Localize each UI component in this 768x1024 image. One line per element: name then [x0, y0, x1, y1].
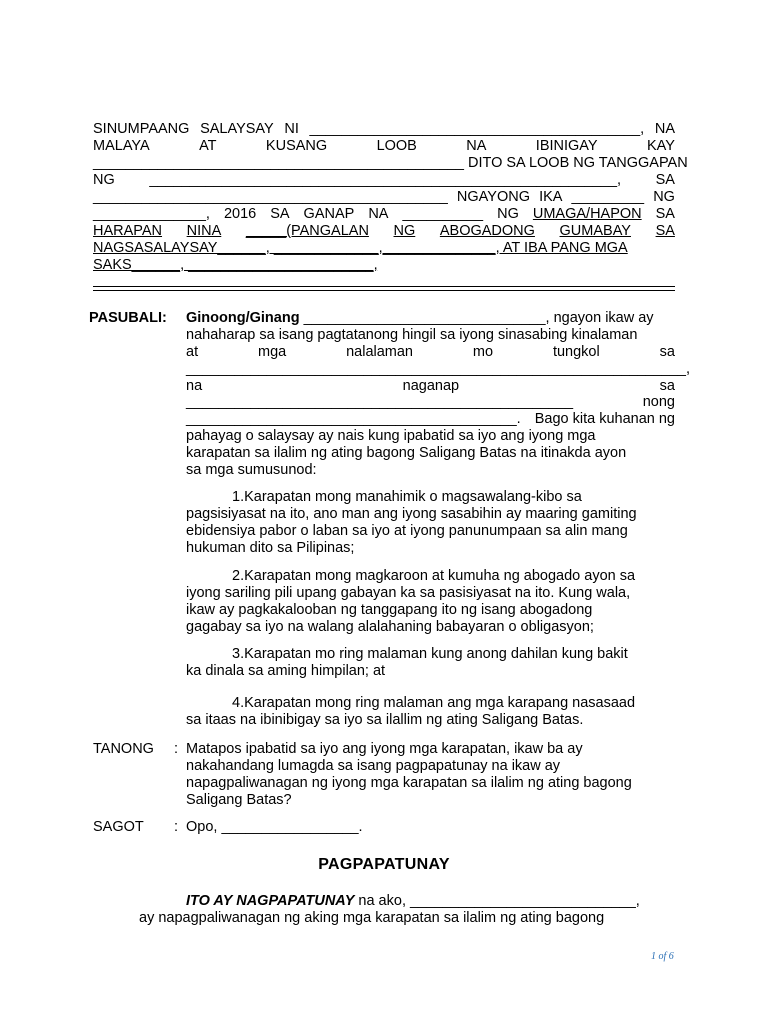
- right-2-line-4: gagabay sa iyo na walang alalahaning babayaran o obligasyon;: [186, 619, 594, 635]
- pasubali-word: mo: [472, 344, 494, 360]
- header-line-1: [93, 121, 675, 138]
- pasubali-blank: ________________________________________________: [186, 394, 574, 410]
- sagot-label: SAGOT: [93, 819, 144, 835]
- pagpapatunay-line-2: ay napagpaliwanagan ng aking mga karapatan sa ilalim ng ating bagong: [139, 910, 605, 926]
- page-number: [651, 951, 674, 962]
- header-line-2: [93, 138, 675, 155]
- section-title: PAGPAPATUNAY: [318, 856, 450, 873]
- pasubali-line-6: [186, 394, 675, 411]
- right-1-line-1: 1.Karapatan mong manahimik o magsawalang-kibo sa: [232, 489, 582, 505]
- header-blank: __________: [402, 206, 484, 222]
- pasubali-word: nalalaman: [346, 344, 414, 360]
- pasubali-word: na: [186, 378, 203, 394]
- tanong-label: TANONG: [93, 741, 154, 757]
- header-line-4: [93, 172, 675, 189]
- right-1-line-3: ebidensiya pabor o laban sa iyo at iyong panunumpaan sa alin mang: [186, 523, 628, 539]
- header-word: AT: [199, 138, 217, 154]
- tanong-line-4: Saligang Batas?: [186, 792, 292, 808]
- header-blank: ____________________________________________: [93, 189, 448, 205]
- header-word: NG: [497, 206, 519, 222]
- pasubali-line-2: nahaharap sa isang pagtatanong hingil sa iyong sinasabing kinalaman: [186, 327, 638, 343]
- right-3-line-2: ka dinala sa aming himpilan; at: [186, 663, 386, 679]
- pasubali-blank: _________________________________________.: [186, 411, 521, 427]
- header-word: IKA: [539, 189, 563, 205]
- pasubali-word: sa: [659, 378, 675, 394]
- header-word: SA: [270, 206, 290, 222]
- right-2-line-3: ikaw ay pagkakalooban ng tanggapang ito ng isang abogadong: [186, 602, 593, 618]
- header-word: SA: [655, 206, 675, 222]
- pasubali-line-10: sa mga sumusunod:: [186, 462, 317, 478]
- header-word: SA: [655, 223, 675, 239]
- pagpapatunay-text: na ako, ____________________________,: [354, 893, 640, 909]
- sagot-answer: Opo, _________________.: [186, 819, 363, 835]
- header-line-9: SAKS______, _______________________,: [93, 257, 378, 273]
- pasubali-line-5: [186, 378, 675, 395]
- header-word: NINA: [186, 223, 222, 239]
- right-4-line-2: sa itaas na ibinibigay sa iyo sa ilallim ng ating Saligang Batas.: [186, 712, 584, 728]
- page-current: 1: [651, 951, 656, 962]
- header-word: NI: [284, 121, 299, 137]
- pasubali-line-1: [186, 310, 654, 327]
- header-line-3: ______________________________________________ DITO SA LOOB NG TANGGAPAN: [93, 155, 688, 171]
- double-rule-top: [93, 286, 675, 287]
- header-line-6: [93, 206, 675, 223]
- header-line-8: NAGSASALAYSAY______, _____________,______________, AT IBA PANG MGA: [93, 240, 628, 256]
- header-word: SA: [655, 172, 675, 188]
- header-word: NG: [393, 223, 416, 239]
- pasubali-line-7: [186, 411, 675, 428]
- tanong-line-2: nakahandang lumagda sa isang pagpapatunay na ikaw ay: [186, 758, 561, 774]
- header-blank: _________: [571, 189, 645, 205]
- header-word: MALAYA: [93, 138, 150, 154]
- header-word: NA: [654, 121, 675, 137]
- header-word: NG: [93, 172, 115, 188]
- header-blank: ______________,: [93, 206, 210, 222]
- pasubali-line-9: karapatan sa ilalim ng ating bagong Saligang Batas na itinakda ayon: [186, 445, 627, 461]
- tanong-line-1: Matapos ipabatid sa iyo ang iyong mga karapatan, ikaw ba ay: [186, 741, 583, 757]
- pasubali-word: nong: [642, 394, 675, 410]
- tanong-colon: :: [174, 741, 179, 757]
- right-4-line-1: 4.Karapatan mong ring malaman ang mga karapang nasasaad: [232, 695, 636, 711]
- name-label: Ginoong/Ginang: [186, 310, 300, 326]
- pasubali-line-8: pahayag o salaysay ay nais kung ipabatid sa iyo ang iyong mga: [186, 428, 596, 444]
- pasubali-label: PASUBALI:: [89, 310, 167, 326]
- sagot-colon: :: [174, 819, 179, 835]
- header-word-underlined: UMAGA/HAPON: [532, 206, 642, 222]
- header-word: NG: [653, 189, 675, 205]
- pasubali-word: at: [186, 344, 199, 360]
- page-of: of: [658, 951, 667, 962]
- header-word: SINUMPAANG: [93, 121, 190, 137]
- page-total: 6: [668, 951, 674, 962]
- header-word: _____(PANGALAN: [245, 223, 369, 239]
- pasubali-word: tungkol: [552, 344, 600, 360]
- pasubali-line-3: [186, 344, 675, 361]
- header-word: GUMABAY: [559, 223, 631, 239]
- header-blank: __________________________________________________________,: [149, 172, 622, 188]
- header-word: ABOGADONG: [439, 223, 535, 239]
- pasubali-word: mga: [257, 344, 287, 360]
- pasubali-word: sa: [659, 344, 675, 360]
- header-word: KUSANG: [265, 138, 328, 154]
- header-word: KAY: [646, 138, 675, 154]
- pasubali-text: Bago kita kuhanan ng: [534, 411, 675, 427]
- pasubali-text: ______________________________, ngayon ikaw ay: [303, 310, 654, 326]
- header-line-5: [93, 189, 675, 206]
- pasubali-line-4: ______________________________________________________________,: [186, 361, 691, 377]
- header-word: IBINIGAY: [535, 138, 598, 154]
- header-word: NA: [368, 206, 389, 222]
- pagpapatunay-line-1: [186, 893, 640, 910]
- right-3-line-1: 3.Karapatan mo ring malaman kung anong dahilan kung bakit: [232, 646, 628, 662]
- header-word: NA: [466, 138, 487, 154]
- right-1-line-4: hukuman dito sa Pilipinas;: [186, 540, 355, 556]
- right-2-line-2: iyong sariling pili upang gabayan ka sa pasisiyasat na ito. Kung wala,: [186, 585, 631, 601]
- header-word: LOOB: [376, 138, 417, 154]
- double-rule-bottom: [93, 290, 675, 291]
- pasubali-word: naganap: [402, 378, 460, 394]
- tanong-line-3: napagpaliwanagan ng iyong mga karapatan sa ilalim ng ating bagong: [186, 775, 632, 791]
- right-1-line-2: pagsisiyasat na ito, ano man ang iyong sasabihin ay maaring gamiting: [186, 506, 637, 522]
- header-word: 2016: [223, 206, 257, 222]
- right-2-line-1: 2.Karapatan mong magkaroon at kumuha ng abogado ayon sa: [232, 568, 636, 584]
- header-word: NGAYONG: [456, 189, 530, 205]
- header-word: HARAPAN: [93, 223, 163, 239]
- header-word: SALAYSAY: [200, 121, 274, 137]
- header-line-7: [93, 223, 675, 240]
- pagpapatunay-lead: ITO AY NAGPAPATUNAY: [186, 893, 355, 909]
- header-word: GANAP: [303, 206, 355, 222]
- header-blank: _________________________________________,: [309, 121, 645, 137]
